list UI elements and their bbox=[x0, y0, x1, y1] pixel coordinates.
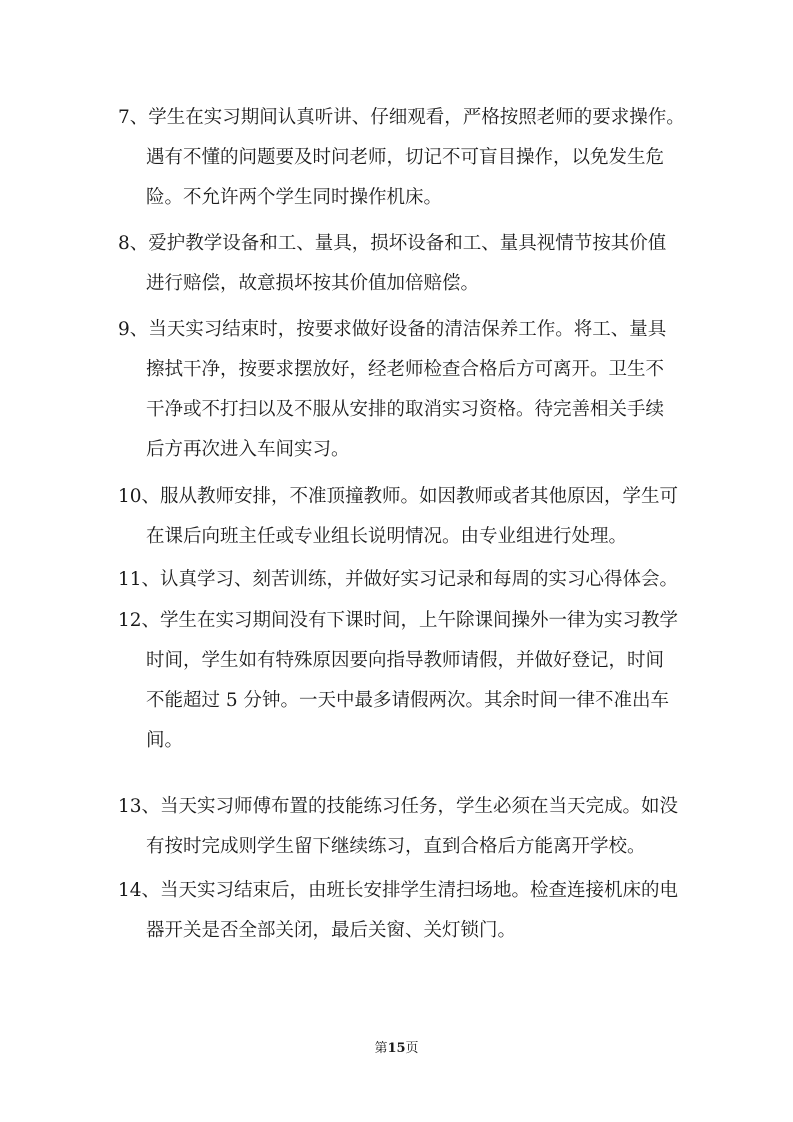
rule-line: 10、服从教师安排，不准顶撞教师。如因教师或者其他原因，学生可 bbox=[118, 486, 679, 507]
rule-line: 在课后向班主任或专业组长说明情况。由专业组进行处理。 bbox=[146, 526, 628, 547]
rule-line: 干净或不打扫以及不服从安排的取消实习资格。待完善相关手续 bbox=[146, 399, 665, 420]
rule-item-9 bbox=[118, 310, 688, 470]
page-number: 15 bbox=[387, 1041, 406, 1056]
rule-line: 不能超过 5 分钟。一天中最多请假两次。其余时间一律不准出车 bbox=[146, 690, 670, 711]
rule-line: 遇有不懂的问题要及时问老师，切记不可盲目操作，以免发生危 bbox=[146, 147, 665, 168]
rule-line: 间。 bbox=[146, 730, 184, 751]
page-label-suffix: 页 bbox=[405, 1041, 419, 1056]
rule-line: 9、当天实习结束时，按要求做好设备的清洁保养工作。将工、量具 bbox=[118, 319, 667, 340]
rule-line: 时间，学生如有特殊原因要向指导教师请假，并做好登记，时间 bbox=[146, 650, 665, 671]
rule-line: 13、当天实习师傅布置的技能练习任务，学生必须在当天完成。如没 bbox=[118, 796, 679, 817]
rule-line: 8、爱护教学设备和工、量具，损坏设备和工、量具视情节按其价值 bbox=[118, 233, 667, 254]
rule-line: 11、认真学习、刻苦训练，并做好实习记录和每周的实习心得体会。 bbox=[118, 569, 679, 590]
page-label-prefix: 第 bbox=[374, 1041, 388, 1056]
rule-line: 12、学生在实习期间没有下课时间，上午除课间操外一律为实习教学 bbox=[118, 610, 679, 631]
rule-item-14 bbox=[118, 871, 688, 951]
rule-line: 器开关是否全部关闭，最后关窗、关灯锁门。 bbox=[146, 920, 517, 941]
rule-item-10 bbox=[118, 477, 688, 557]
page-footer bbox=[0, 1040, 793, 1058]
rule-item-13 bbox=[118, 787, 688, 867]
rule-line: 进行赔偿，故意损坏按其价值加倍赔偿。 bbox=[146, 273, 480, 294]
rule-line: 后方再次进入车间实习。 bbox=[146, 439, 350, 460]
rule-item-8 bbox=[118, 224, 688, 304]
rule-item-7 bbox=[118, 98, 688, 218]
rule-line: 有按时完成则学生留下继续练习，直到合格后方能离开学校。 bbox=[146, 836, 646, 857]
rule-line: 擦拭干净，按要求摆放好，经老师检查合格后方可离开。卫生不 bbox=[146, 359, 665, 380]
rule-line: 14、当天实习结束后，由班长安排学生清扫场地。检查连接机床的电 bbox=[118, 880, 679, 901]
rule-item-12 bbox=[118, 601, 688, 761]
rule-item-11 bbox=[118, 560, 688, 600]
rule-line: 7、学生在实习期间认真听讲、仔细观看，严格按照老师的要求操作。 bbox=[118, 107, 685, 128]
rule-line: 险。不允许两个学生同时操作机床。 bbox=[146, 187, 443, 208]
